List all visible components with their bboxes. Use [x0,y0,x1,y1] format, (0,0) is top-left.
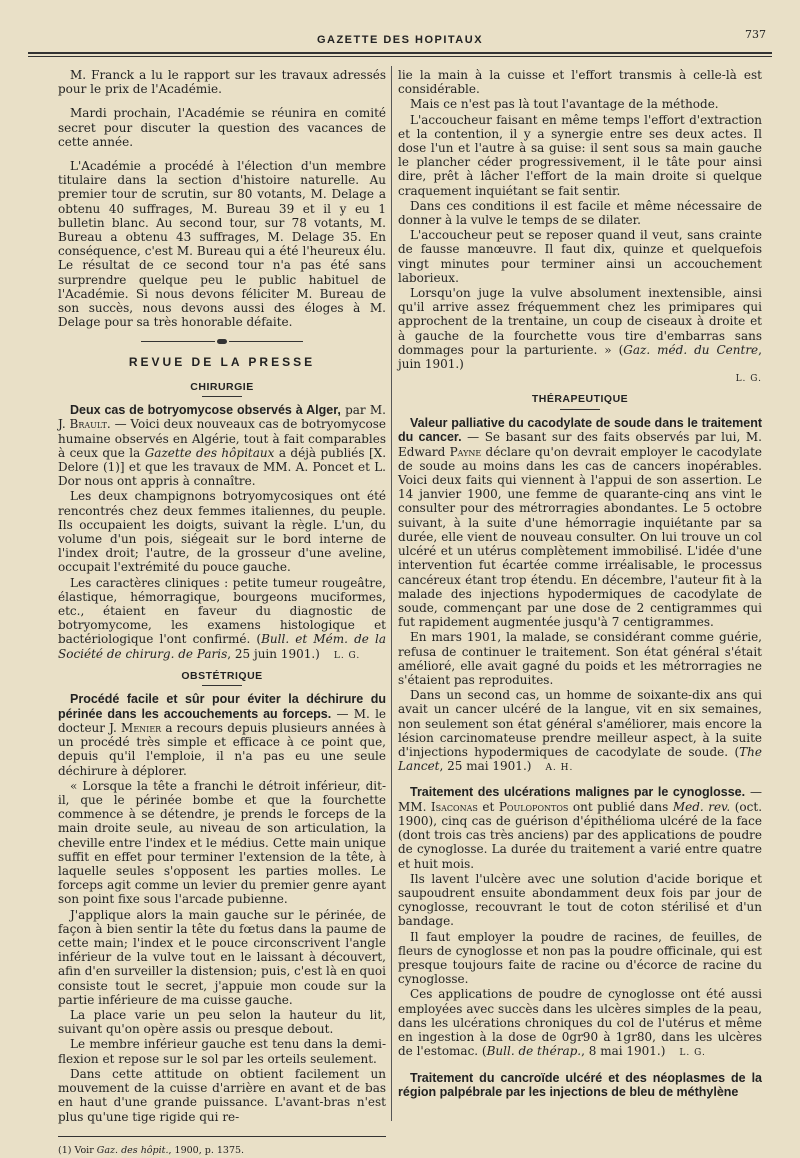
paragraph [398,688,762,775]
section-ornament [58,337,386,345]
text: et [477,799,499,814]
paragraph: En mars 1901, la malade, se considérant comme guérie, refusa de continuer le traitement. Son état général s'était amélioré, elle avait gagné du poids et les métrorragies ne s'étaient pas reproduites. [398,630,762,687]
author-prefix: — M. le docteur J. [58,706,387,736]
paragraph: J'applique alors la main gauche sur le périnée, de façon à bien sentir la tête du fœtus dans la paume de cette main; l'index et le pouce circonscrivent l'angle inférieur de la vulve tout en le laissant à découvert, afin d'en surveiller la distension; puis, c'est là en quoi consiste tout le secret, j'appuie mon coude sur la partie inférieure de ma cuisse gauche. [58,907,386,1007]
text: Les caractères cliniques : petite tumeur rougeâtre, élastique, hémorragique, bourgeons muciformes, etc., étaient en faveur du diagnostic de botryomycome, les examens histologique et bactériologique l'ont confirmé. ( [58,575,386,647]
journal-ref: Bull. et Mém. de la Société de chirurg. de Paris [58,632,386,661]
paragraph: M. Franck a lu le rapport sur les travaux adressés pour le prix de l'Académie. [58,68,386,97]
rubric-chirurgie [58,380,386,397]
paragraph: Dans ces conditions il est facile et même nécessaire de donner à la vulve le temps de se dilater. [398,198,762,228]
paragraph: Il faut employer la poudre de racines, de feuilles, de fleurs de cynoglosse et non pas la poudre officinale, qui est presque toujours faite de racine ou d'écorce de racine du cynoglosse. [398,929,762,987]
text: (1) Voir [58,1144,97,1156]
text: (oct. 1900), cinq cas de guérison d'épithélioma ulcéré de la face (dont trois cas très anciens) par des applications de poudre de cynoglosse. La durée du traitement a varié entre quatre et huit mois. [398,799,763,871]
text: , juin 1901.) [398,342,762,372]
text: , 25 juin 1901.) [227,646,320,661]
paragraph: Ils lavent l'ulcère avec une solution d'acide borique et saupoudrent ensuite abondamment deux fois par jour de cynoglosse, recouvrant le tout de coton stérilisé et d'un bandage. [398,871,762,929]
rubric-label: CHIRURGIE [190,380,254,393]
rubric-label: OBSTÉTRIQUE [181,669,263,682]
paragraph: Les deux champignons botryomycosiques ont été rencontrés chez deux femmes italiennes, du peuple. Ils occupaient les doigts, suivant la règle. L'un, du volume d'un pois, siégeait sur le bord interne de l'index droit; l'autre, de la grosseur d'une aveline, occupait l'extrémité du pouce gauche. [58,489,386,575]
paragraph: La place varie un peu selon la hauteur du lit, suivant qu'on opère assis ou presque debout. [58,1008,386,1037]
article-lead [398,1071,762,1100]
text: Dans un second cas, un homme de soixante-dix ans qui avait un cancer ulcéré de la langue, vit en six semaines, non seulement son état général s'améliorer, mais encore la lésion carcinomateuse prendre meilleur aspect, à la suite d'injections hypodermiques de cacodylate de soude. ( [398,688,762,759]
article-lead [58,403,386,489]
section-title: REVUE DE LA PRESSE [128,355,316,370]
article-lead [398,785,762,871]
article-lead [398,416,762,630]
journal-ref: The Lancet [398,744,762,774]
page-number: 737 [745,28,766,41]
left-column [58,68,386,1158]
paragraph: Le membre inférieur gauche est tenu dans la demi-flexion et repose sur le sol par les orteils seulement. [58,1037,386,1066]
text: ont publié dans [568,799,673,814]
article-lead [58,692,386,778]
text: déclare qu'on devrait employer le cacodylate de soude au moins dans les cas de cancers inopérables. Voici deux faits qui viennent à l'appui de son assertion. Le 14 janvier 1900, une femme de quarante-cinq ans vint le consulter pour des métrorragies abondantes. Le 5 octobre suivant, à la suite d'une hémorragie inquiétante par sa durée, elle vient de nouveau consulter. On lui trouve un col ulcéré et un utérus complètement immobilisé. L'idée d'une intervention fut écartée comme irréalisable, le processus cancéreux étant trop étendu. En décembre, l'auteur fit à la malade des injections hypodermiques de cacodylate de soude, commençant par une dose de 2 centigrammes qui fut rapidement augmentée jusqu'à 7 centigrammes. [398,444,762,630]
article-title: Valeur palliative du cacodylate de soude dans le traitement du cancer. [398,415,762,445]
text: — Se basant sur des faits observés par lui, M. Edward [398,430,762,459]
text: a déjà publiés [X. Delore (1)] et que les travaux de MM. A. Poncet et L. Dor nous ont appris à connaître. [58,445,387,489]
paragraph: Dans cette attitude on obtient facilement un mouvement de la cuisse d'arrière en avant et de bas en haut d'une grande puissance. L'avant-bras n'est plus qu'une tige rigide qui re- [58,1066,386,1124]
running-title: GAZETTE DES HOPITAUX [316,34,484,46]
text: , 8 mai 1901.) [581,1044,666,1059]
text: , 1900, p. 1375. [168,1144,245,1156]
paragraph: lie la main à la cuisse et l'effort transmis à celle-là est considérable. [398,68,762,97]
author-name: Isaconas [430,799,478,814]
journal-ref: Gazette des hôpitaux [144,445,275,460]
author-name: Menier [121,721,162,736]
rubric-therapeutique [398,392,762,409]
page-header [28,22,772,56]
paragraph: « Lorsque la tête a franchi le détroit inférieur, dit-il, que le périnée bombe et que la fourchette commence à se détendre, je prends le forceps de la main droite seule, au niveau de son articulation, la cheville entre l'index et le médius. Cette main unique suffit en effet pour terminer l'extension de la tête, à laquelle seules s'opposent les parties molles. Le forceps agit comme un levier du premier genre ayant son point fixe sous l'arcade pubienne. [58,778,386,907]
signature: L. G. [735,374,762,385]
footnote-rule [58,1136,386,1137]
author-name: Poulopontos [498,799,569,814]
signature: L. G. [333,650,361,661]
paragraph [398,987,762,1060]
author-prefix: par M. J. [58,402,386,432]
paragraph: L'accoucheur faisant en même temps l'effort d'extraction et la contention, il y a synergie entre ses deux actes. Il dose l'un et l'autre à sa guise: il sent sous sa main gauche le plancher céder progressivement, il le tâte pour ainsi dire, prêt à lâcher l'effort de la main droite si quelque craquement inquiétant se fait sentir. [398,112,762,198]
text: Ces applications de poudre de cynoglosse ont été aussi employées avec succès dans les ulcères simples de la peau, dans les ulcérations chroniques du col de l'utérus et même en ingestion à la dose de 0gr90 à 1gr80, dans les ulcères de l'estomac. ( [398,987,762,1059]
text: a recours depuis plusieurs années à un procédé très simple et efficace à ce point que, depuis qu'il l'emploie, il n'a pas eu une seule déchirure à déplorer. [58,721,386,778]
text: Lorsqu'on juge la vulve absolument inextensible, ainsi qu'il arrive assez fréquemment chez les primipares qui approchent de la trentaine, un coup de ciseaux à droite et à gauche de la fourchette vous tire d'embarras sans dommages pour la parturiente. » ( [398,286,762,357]
signature: A. H. [545,763,574,774]
paragraph [398,286,762,371]
article-title: Procédé facile et sûr pour éviter la déchirure du périnée dans les accouchements au forceps. [58,692,386,721]
column-divider [391,66,392,1121]
header-rule-thin [28,56,772,57]
header-rule [28,52,772,54]
article-title: Traitement du cancroïde ulcéré et des néoplasmes de la région palpébrale par les injections de bleu de méthylène [398,1070,762,1099]
paragraph [58,576,386,663]
text: — MM. [398,785,762,814]
paragraph: L'Académie a procédé à l'élection d'un membre titulaire dans la section d'histoire naturelle. Au premier tour de scrutin, sur 80 votants, M. Delage a obtenu 40 suffrages, M. Bureau 39 et il y eu 1 bulletin blanc. Au second tour, sur 78 votants, M. Bureau a obtenu 43 suffrages, M. Delage 35. En conséquence, c'est M. Bureau qui a été l'heureux élu. Le résultat de ce second tour n'a pas été sans surprendre quelque peu le public habituel de l'Académie. Si nous devons féliciter M. Bureau de son succès, nous devons aussi des éloges à M. Delage pour sa très honorable défaite. [58,159,386,330]
text: , 25 mai 1901.) [439,759,532,774]
paragraph: L'accoucheur peut se reposer quand il veut, sans crainte de fausse manœuvre. Il faut dix, quinze et quelquefois vingt minutes pour terminer ainsi un accouchement laborieux. [398,228,762,285]
article-title: Traitement des ulcérations malignes par le cynoglosse. [410,785,746,800]
paragraph: Mardi prochain, l'Académie se réunira en comité secret pour discuter la question des vacances de cette année. [58,106,386,149]
journal-ref: Med. rev. [672,799,731,814]
author-name: Brault. [69,417,111,432]
rubric-label: THÉRAPEUTIQUE [531,393,629,406]
article-title: Deux cas de botryomycose observés à Alger, [70,402,341,417]
signature: L. G. [679,1048,706,1059]
journal-ref: Gaz. méd. du Centre [623,342,759,357]
paragraph: Mais ce n'est pas là tout l'avantage de la méthode. [410,97,719,112]
right-column [398,68,762,1101]
author-name: Payne [449,444,482,459]
journal-ref: Gaz. des hôpit. [96,1144,169,1156]
rubric-obstetrique [58,669,386,686]
text: — Voici deux nouveaux cas de botryomycose humaine observés en Algérie, tout à fait comparables à ceux que la [58,417,386,460]
journal-ref: Bull. de thérap. [486,1044,582,1059]
